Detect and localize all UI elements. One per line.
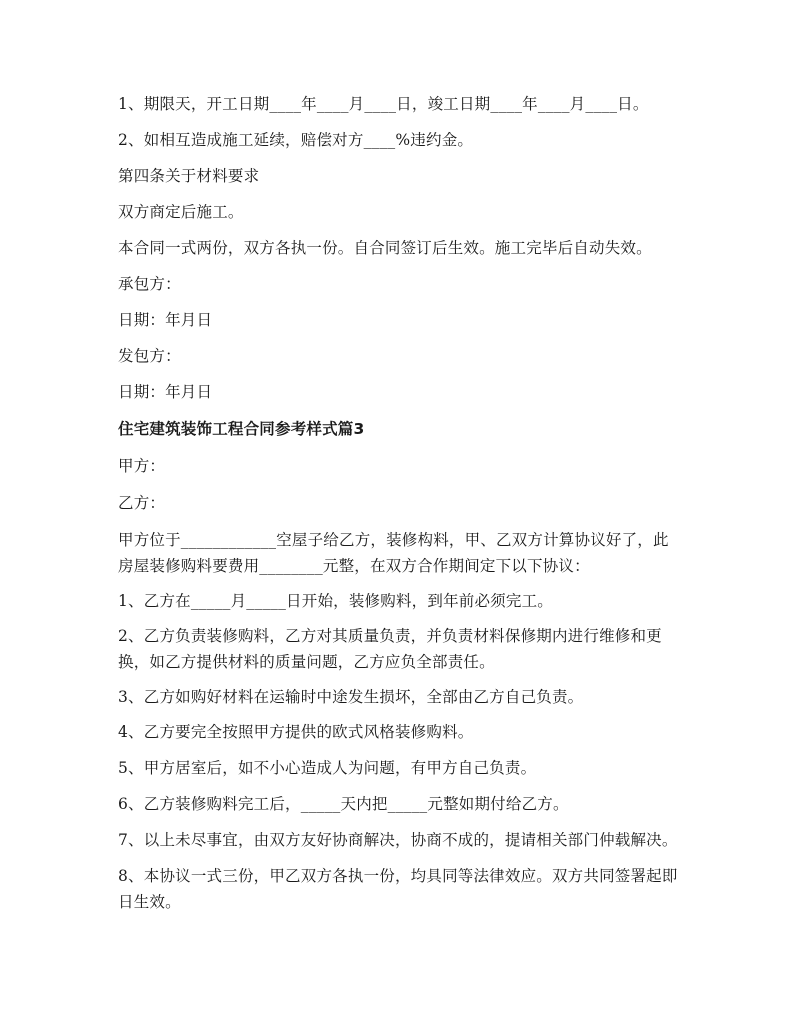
party-a-label: 甲方： <box>118 457 166 475</box>
paragraph-construction-agreed: 双方商定后施工。 <box>118 203 244 221</box>
paragraph-delay-penalty: 2、如相互造成施工延续，赔偿对方____%违约金。 <box>118 131 474 149</box>
clause-7: 7、以上未尽事宜，由双方友好协商解决，协商不成的，提请相关部门仲载解决。 <box>118 831 678 849</box>
employer-label: 发包方： <box>118 347 181 365</box>
contractor-label: 承包方： <box>118 275 181 293</box>
section-heading-materials: 第四条关于材料要求 <box>118 167 260 185</box>
section-title: 住宅建筑装饰工程合同参考样式篇3 <box>118 420 365 438</box>
paragraph-contract-copies: 本合同一式两份，双方各执一份。自合同签订后生效。施工完毕后自动失效。 <box>118 239 652 257</box>
paragraph-completion-date: 1、期限天，开工日期____年____月____日，竣工日期____年____月____日。 <box>118 95 649 113</box>
contractor-date: 日期：年月日 <box>118 311 213 329</box>
clause-6: 6、乙方装修购料完工后，_____天内把_____元整如期付给乙方。 <box>118 795 569 813</box>
paragraph-intro: 甲方位于____________空屋子给乙方，装修构料，甲、乙双方计算协议好了，此房屋装修购料要费用________元整，在双方合作期间定下以下协议： <box>118 531 669 575</box>
clause-5: 5、甲方居室后，如不小心造成人为问题，有甲方自己负责。 <box>118 759 537 777</box>
clause-8: 8、本协议一式三份，甲乙双方各执一份，均具同等法律效应。双方共同签署起即日生效。 <box>118 867 678 911</box>
clause-1: 1、乙方在_____月_____日开始，装修购料，到年前必须完工。 <box>118 592 553 610</box>
clause-2: 2、乙方负责装修购料，乙方对其质量负责，并负责材料保修期内进行维修和更换，如乙方提供材料的质量问题，乙方应负全部责任。 <box>118 627 662 671</box>
clause-3: 3、乙方如购好材料在运输时中途发生损坏，全部由乙方自己负责。 <box>118 688 584 706</box>
party-b-label: 乙方： <box>118 494 166 512</box>
clause-4: 4、乙方要完全按照甲方提供的欧式风格装修购料。 <box>118 723 474 741</box>
employer-date: 日期：年月日 <box>118 383 213 401</box>
